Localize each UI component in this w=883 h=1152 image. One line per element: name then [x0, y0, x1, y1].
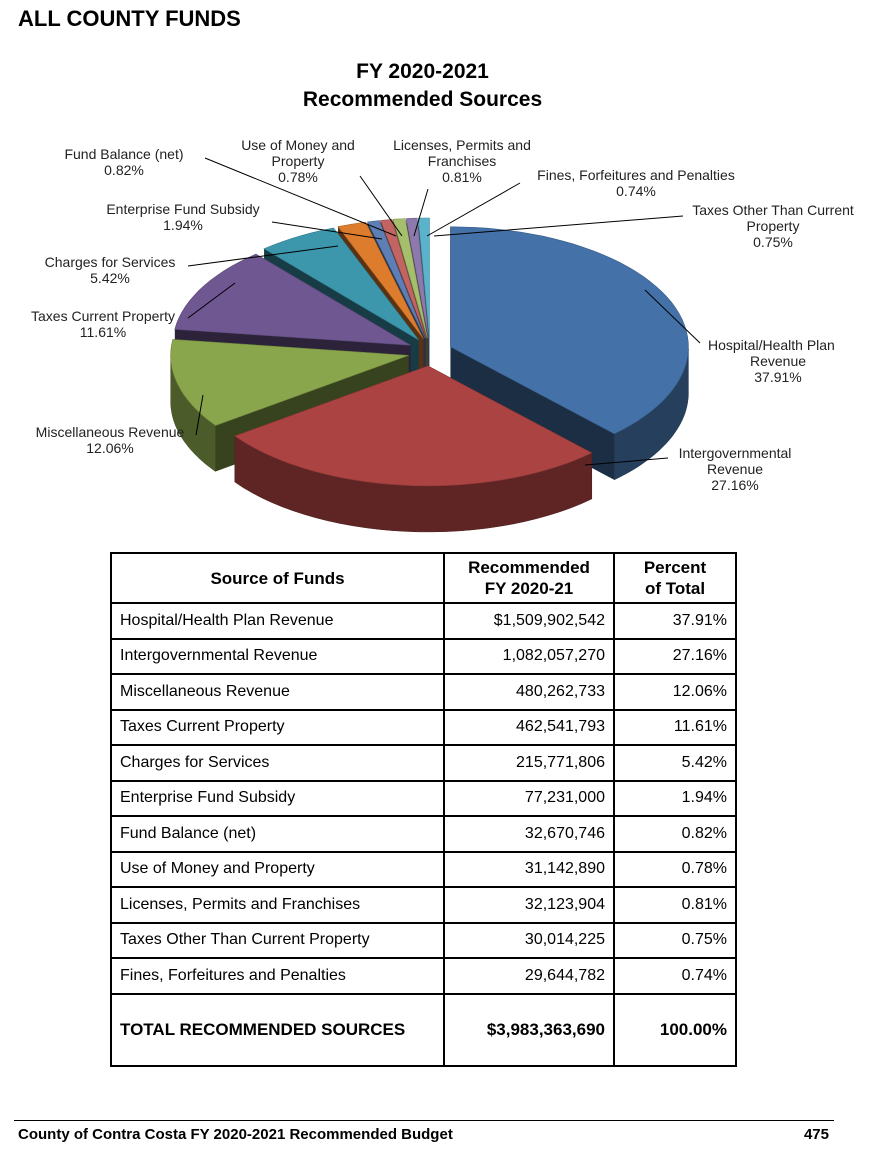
slice-label-8: Licenses, Permits and Franchises 0.81%: [393, 137, 531, 185]
page-header: ALL COUNTY FUNDS: [18, 6, 241, 31]
header-recommended-line2: FY 2020-21: [484, 579, 574, 598]
cell-source: Licenses, Permits and Franchises: [111, 887, 444, 923]
cell-amount: 1,082,057,270: [444, 639, 614, 675]
cell-percent: 0.81%: [614, 887, 736, 923]
cell-source: Taxes Current Property: [111, 710, 444, 746]
table-row: [111, 781, 736, 817]
header-source: Source of Funds: [111, 553, 444, 603]
cell-amount: 32,123,904: [444, 887, 614, 923]
cell-source: Charges for Services: [111, 745, 444, 781]
table-row: [111, 639, 736, 675]
cell-amount: 462,541,793: [444, 710, 614, 746]
header-percent: [614, 553, 736, 603]
cell-source: Hospital/Health Plan Revenue: [111, 603, 444, 639]
footer-title: County of Contra Costa FY 2020-2021 Recommended Budget: [18, 1126, 453, 1143]
table-row: [111, 923, 736, 959]
cell-amount: 31,142,890: [444, 852, 614, 888]
table-row: [111, 958, 736, 994]
header-recommended: [444, 553, 614, 603]
table-row: [111, 852, 736, 888]
cell-amount: 215,771,806: [444, 745, 614, 781]
cell-percent: 12.06%: [614, 674, 736, 710]
table-row: [111, 674, 736, 710]
header-percent-line1: Percent: [643, 558, 707, 577]
table-body: [111, 603, 736, 1066]
header-percent-line2: of Total: [644, 579, 706, 598]
sources-table: [110, 552, 737, 1067]
total-amount: $3,983,363,690: [444, 994, 614, 1066]
slice-label-5: Enterprise Fund Subsidy 1.94%: [106, 201, 260, 233]
cell-percent: 0.82%: [614, 816, 736, 852]
cell-source: Enterprise Fund Subsidy: [111, 781, 444, 817]
cell-source: Taxes Other Than Current Property: [111, 923, 444, 959]
cell-percent: 0.75%: [614, 923, 736, 959]
slice-label-1: Intergovernmental Revenue 27.16%: [678, 445, 792, 493]
cell-percent: 37.91%: [614, 603, 736, 639]
header-recommended-line1: Recommended: [468, 558, 590, 577]
cell-amount: $1,509,902,542: [444, 603, 614, 639]
cell-percent: 11.61%: [614, 710, 736, 746]
cell-source: Intergovernmental Revenue: [111, 639, 444, 675]
page-number: 475: [803, 1126, 829, 1143]
total-source: TOTAL RECOMMENDED SOURCES: [111, 994, 444, 1066]
table-total-row: [111, 994, 736, 1066]
cell-source: Fund Balance (net): [111, 816, 444, 852]
table-row: [111, 887, 736, 923]
slice-label-9: Fines, Forfeitures and Penalties 0.74%: [537, 167, 735, 199]
cell-amount: 77,231,000: [444, 781, 614, 817]
slice-label-0: Hospital/Health Plan Revenue 37.91%: [708, 337, 835, 385]
cell-source: Fines, Forfeitures and Penalties: [111, 958, 444, 994]
chart-title-line1: FY 2020-2021: [356, 60, 489, 83]
table-row: [111, 745, 736, 781]
table-row: [111, 603, 736, 639]
cell-source: Miscellaneous Revenue: [111, 674, 444, 710]
cell-percent: 5.42%: [614, 745, 736, 781]
slice-label-10: Taxes Other Than Current Property 0.75%: [692, 202, 854, 250]
cell-percent: 1.94%: [614, 781, 736, 817]
cell-percent: 0.74%: [614, 958, 736, 994]
slice-label-2: Miscellaneous Revenue 12.06%: [35, 424, 185, 456]
cell-amount: 29,644,782: [444, 958, 614, 994]
table-row: [111, 710, 736, 746]
cell-percent: 27.16%: [614, 639, 736, 675]
total-percent: 100.00%: [614, 994, 736, 1066]
cell-percent: 0.78%: [614, 852, 736, 888]
table-row: [111, 816, 736, 852]
chart-title-line2: Recommended Sources: [302, 88, 543, 111]
leader-line-10: [434, 216, 683, 236]
slice-label-4: Charges for Services 5.42%: [44, 254, 176, 286]
slice-label-3: Taxes Current Property 11.61%: [31, 308, 175, 340]
cell-amount: 32,670,746: [444, 816, 614, 852]
slice-label-7: Use of Money and Property 0.78%: [241, 137, 355, 185]
cell-source: Use of Money and Property: [111, 852, 444, 888]
cell-amount: 480,262,733: [444, 674, 614, 710]
table-header-row: [111, 553, 736, 603]
pie-chart: [0, 0, 883, 540]
footer-rule: [14, 1120, 834, 1121]
cell-amount: 30,014,225: [444, 923, 614, 959]
slice-label-6: Fund Balance (net) 0.82%: [64, 146, 184, 178]
